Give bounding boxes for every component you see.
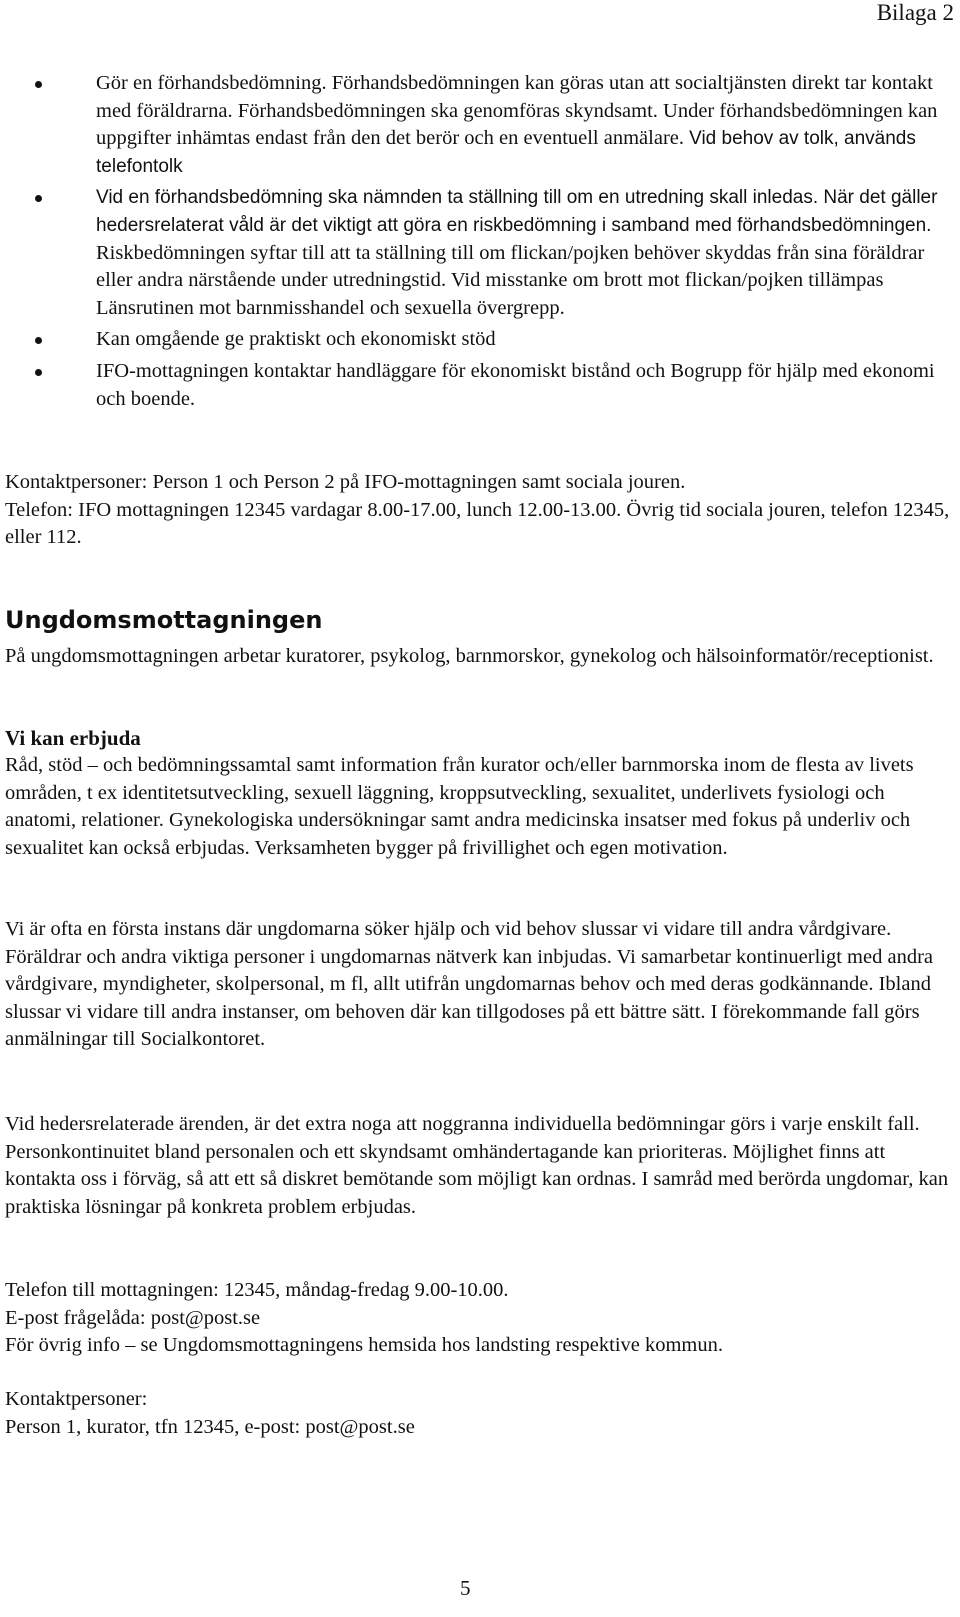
contact-info xyxy=(5,1277,953,1360)
contact-line: Telefon: IFO mottagningen 12345 vardagar 8.00-17.00, lunch 12.00-13.00. Övrig tid sociala jouren, telefon 12345, eller 112. xyxy=(5,498,950,549)
bullet-icon xyxy=(35,337,42,344)
bullet-list xyxy=(0,70,950,417)
section-intro: På ungdomsmottagningen arbetar kuratorer, psykolog, barnmorskor, gynekolog och hälsoinformatör/receptionist. xyxy=(5,645,934,667)
subheading: Vi kan erbjuda xyxy=(5,726,141,750)
bullet-text: Gör en förhandsbedömning. Förhandsbedömningen kan göras utan att socialtjänsten direkt tar kontakt med föräldrarna. Förhandsbedömningen ska genomföras skyndsamt. Under förhandsbedömningen kan uppgifter inhämtas endast från den det berör och en eventuell anmälare. xyxy=(96,72,938,150)
contact-line: Telefon till mottagningen: 12345, måndag-fredag 9.00-10.00. xyxy=(5,1279,509,1301)
contact-persons xyxy=(5,1386,953,1441)
bullet-icon xyxy=(35,195,42,202)
contact-persons-label: Kontaktpersoner: xyxy=(5,1388,148,1410)
contact-line: E-post frågelåda: post@post.se xyxy=(5,1306,261,1329)
paragraph: Vid hedersrelaterade ärenden, är det extra noga att noggranna individuella bedömningar görs i varje enskilt fall. Personkontinuitet bland personalen och ett skyndsamt omhändertagande kan prioriteras. Möjlighet finns att kontakta oss i förväg, så att ett så diskret bemötande som möjligt kan ordnas. I samråd med berörda ungdomar, kan praktiska lösningar på konkreta problem erbjudas. xyxy=(5,1113,949,1218)
bullet-text-sans: Vid behov av tolk, används telefontolk xyxy=(96,128,916,177)
contact-block xyxy=(5,469,953,552)
bullet-item xyxy=(0,184,950,322)
contact-line: Kontaktpersoner: Person 1 och Person 2 på IFO-mottagningen samt sociala jouren. xyxy=(5,471,686,493)
bullet-item xyxy=(0,70,950,180)
bullet-text: Riskbedömningen syftar till att ta ställning till om flickan/pojken behöver skyddas från sina föräldrar eller andra närstående under utredningstid. Vid misstanke om brott mot flickan/pojken tillämpas Länsrutinen mot barnmisshandel och sexuella övergrepp. xyxy=(96,241,925,319)
attachment-label: Bilaga 2 xyxy=(876,0,954,25)
contact-line: För övrig info – se Ungdomsmottagningens hemsida hos landsting respektive kommun. xyxy=(5,1334,724,1357)
bullet-icon xyxy=(35,369,42,376)
bullet-text: Kan omgående ge praktiskt och ekonomiskt stöd xyxy=(96,328,496,351)
paragraph: Råd, stöd – och bedömningssamtal samt information från kurator och/eller barnmorska inom de flesta av livets områden, t ex identitetsutveckling, sexuell läggning, kroppsutveckling, sexualitet, underlivets fysiologi och anatomi, relationer. Gynekologiska undersökningar samt andra medicinska insatser med fokus på underliv och sexualitet kan också erbjudas. Verksamheten bygger på frivillighet och egen motivation. xyxy=(5,754,914,859)
bullet-item xyxy=(0,358,950,413)
bullet-item xyxy=(0,326,950,354)
page-number: 5 xyxy=(460,1576,471,1600)
bullet-text-sans: Vid en förhandsbedömning ska nämnden ta ställning till om en utredning skall inledas. När det gäller hedersrelaterat våld är det viktigt att göra en riskbedömning i samband med förhandsbedömningen. xyxy=(96,187,938,236)
bullet-icon xyxy=(35,81,42,88)
contact-person: Person 1, kurator, tfn 12345, e-post: post@post.se xyxy=(5,1415,415,1438)
bullet-text: IFO-mottagningen kontaktar handläggare för ekonomiskt bistånd och Bogrupp för hjälp med ekonomi och boende. xyxy=(96,359,935,410)
section-heading: Ungdomsmottagningen xyxy=(5,606,323,634)
paragraph: Vi är ofta en första instans där ungdomarna söker hjälp och vid behov slussar vi vidare till andra vårdgivare. Föräldrar och andra viktiga personer i ungdomarnas nätverk kan inbjudas. Vi samarbetar kontinuerligt med andra vårdgivare, myndigheter, skolpersonal, m fl, allt utifrån ungdomarnas behov och med deras godkännande. Ibland slussar vi vidare till andra instanser, om behoven där kan tillgodoses på ett bättre sätt. I förekommande fall görs anmälningar till Socialkontoret. xyxy=(5,918,934,1051)
